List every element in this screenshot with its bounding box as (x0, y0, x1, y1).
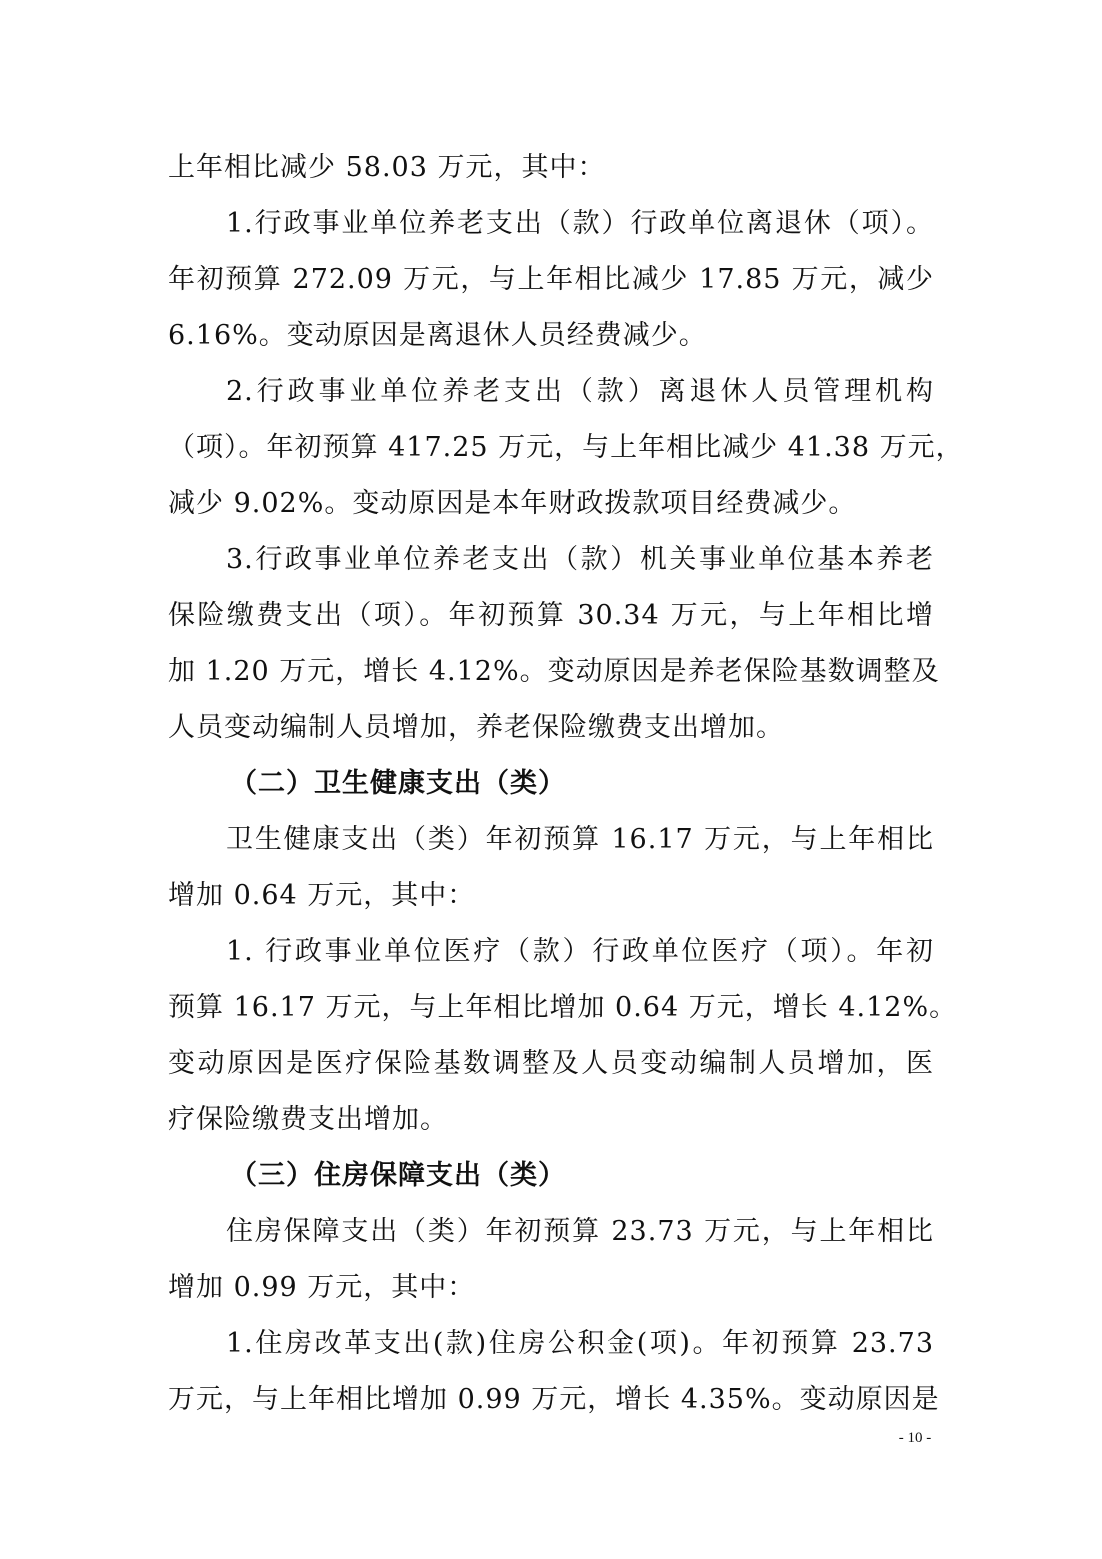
paragraph-line: 3.行政事业单位养老支出（款）机关事业单位基本养老 (226, 544, 934, 575)
paragraph-line: 预算 16.17 万元，与上年相比增加 0.64 万元，增长 4.12%。 (168, 992, 958, 1023)
paragraph-line: 加 1.20 万元，增长 4.12%。变动原因是养老保险基数调整及 (168, 656, 940, 687)
paragraph-line: 1. 行政事业单位医疗（款）行政单位医疗（项）。年初 (226, 936, 934, 967)
paragraph-line: 住房保障支出（类）年初预算 23.73 万元，与上年相比 (226, 1216, 934, 1247)
paragraph-line: 6.16%。变动原因是离退休人员经费减少。 (168, 320, 707, 351)
paragraph-line: 人员变动编制人员增加，养老保险缴费支出增加。 (168, 712, 784, 743)
paragraph-line: 疗保险缴费支出增加。 (168, 1104, 448, 1135)
paragraph-line: 万元，与上年相比增加 0.99 万元，增长 4.35%。变动原因是 (168, 1384, 940, 1415)
paragraph-line: 变动原因是医疗保险基数调整及人员变动编制人员增加，医 (168, 1048, 934, 1079)
paragraph-line: 卫生健康支出（类）年初预算 16.17 万元，与上年相比 (226, 824, 934, 855)
paragraph-line: 1.行政事业单位养老支出（款）行政单位离退休（项）。 (226, 208, 934, 239)
paragraph-line: 1.住房改革支出(款)住房公积金(项)。年初预算 23.73 (226, 1328, 934, 1359)
paragraph-line: 上年相比减少 58.03 万元，其中： (168, 152, 606, 183)
paragraph-line: 2.行政事业单位养老支出（款）离退休人员管理机构 (226, 376, 934, 407)
body-text (168, 140, 964, 1428)
section-heading: （三）住房保障支出（类） (230, 1160, 566, 1191)
paragraph-line: 保险缴费支出（项）。年初预算 30.34 万元，与上年相比增 (168, 600, 934, 631)
section-heading: （二）卫生健康支出（类） (230, 768, 566, 799)
paragraph-line: 年初预算 272.09 万元，与上年相比减少 17.85 万元，减少 (168, 264, 934, 295)
paragraph-line: （项）。年初预算 417.25 万元，与上年相比减少 41.38 万元， (168, 432, 964, 463)
paragraph-line: 增加 0.99 万元，其中： (168, 1272, 476, 1303)
page-number: - 10 - (898, 1430, 932, 1446)
paragraph-line: 减少 9.02%。变动原因是本年财政拨款项目经费减少。 (168, 488, 857, 519)
paragraph-line: 增加 0.64 万元，其中： (168, 880, 476, 911)
